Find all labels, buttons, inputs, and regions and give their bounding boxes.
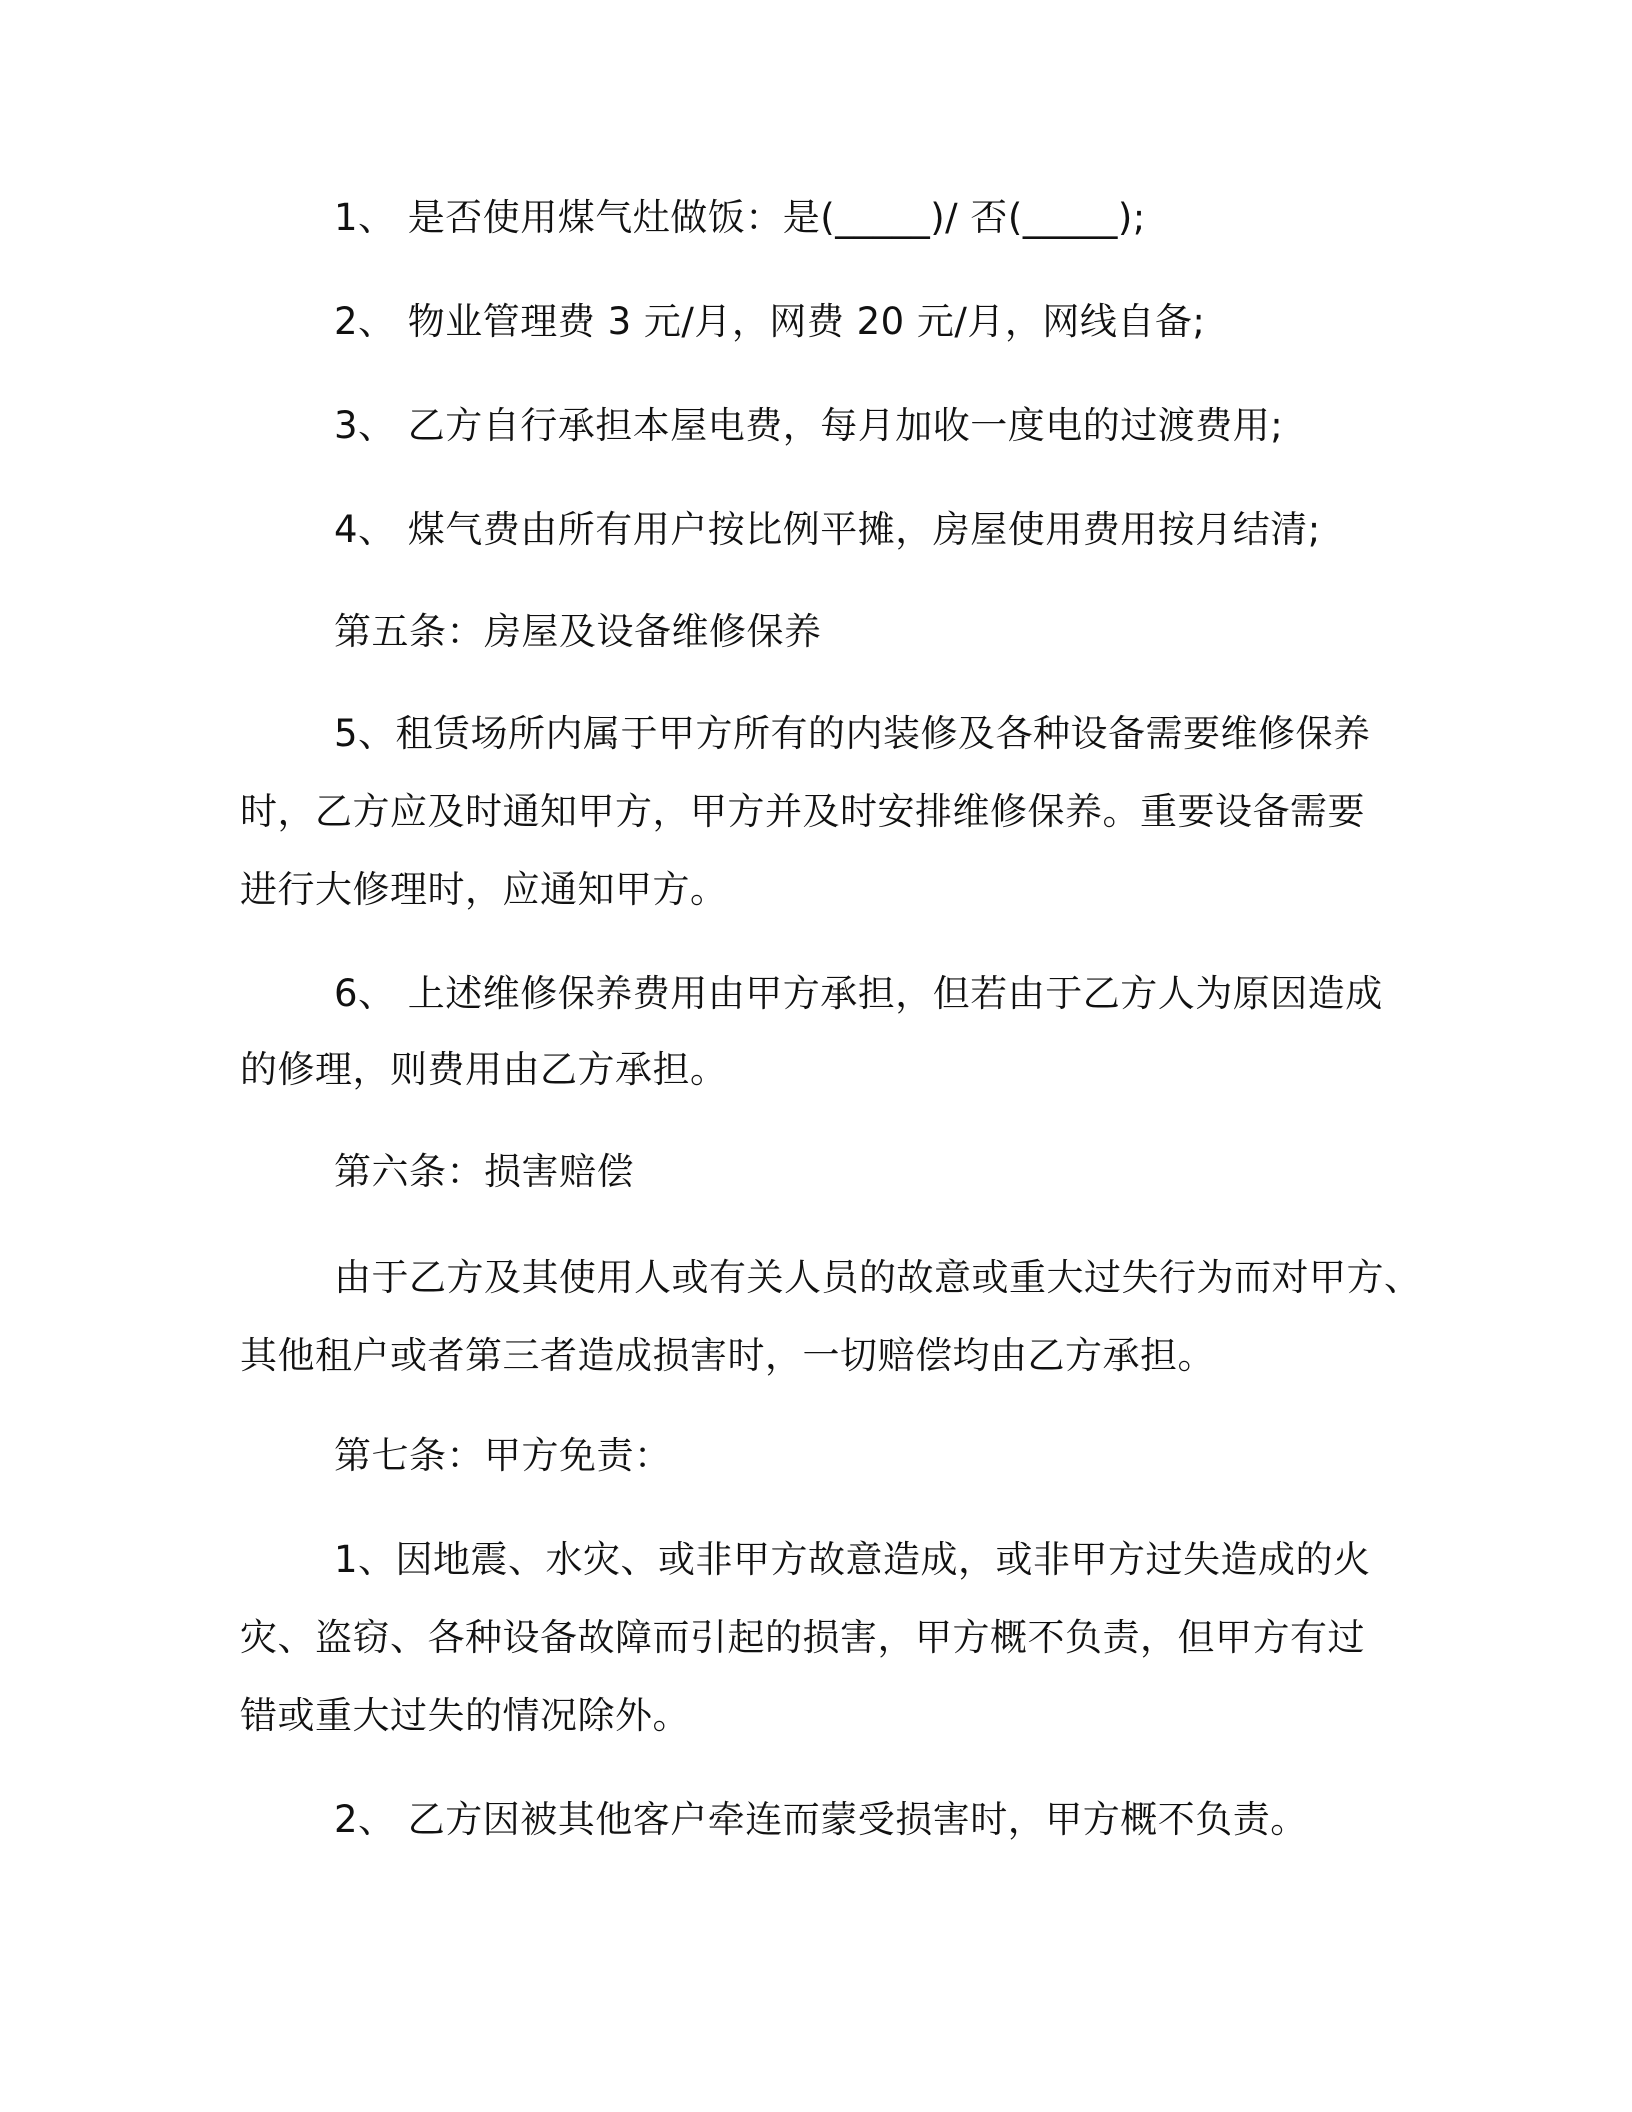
article-5-para-1-line-2: 时，乙方应及时通知甲方，甲方并及时安排维修保养。重要设备需要 bbox=[240, 790, 1365, 833]
clause-property-fee: 2、 物业管理费 3 元/月，网费 20 元/月，网线自备; bbox=[334, 300, 1206, 343]
article-7-para-1-line-1: 1、因地震、水灾、或非甲方故意造成，或非甲方过失造成的火 bbox=[334, 1538, 1371, 1581]
article-5-heading: 第五条：房屋及设备维修保养 bbox=[334, 610, 822, 653]
article-7-para-1-line-2: 灾、盗窃、各种设备故障而引起的损害，甲方概不负责，但甲方有过 bbox=[240, 1616, 1365, 1659]
article-5-para-1-line-1: 5、租赁场所内属于甲方所有的内装修及各种设备需要维修保养 bbox=[334, 712, 1371, 755]
article-7-para-1-line-3: 错或重大过失的情况除外。 bbox=[240, 1694, 690, 1737]
clause-gas-fee: 4、 煤气费由所有用户按比例平摊，房屋使用费用按月结清; bbox=[334, 508, 1321, 551]
article-7-para-2: 2、 乙方因被其他客户牵连而蒙受损害时，甲方概不负责。 bbox=[334, 1798, 1308, 1841]
article-7-heading: 第七条：甲方免责： bbox=[334, 1434, 672, 1477]
clause-gas-stove: 1、 是否使用煤气灶做饭：是(_____)/ 否(_____); bbox=[334, 196, 1146, 239]
article-5-para-2-line-1: 6、 上述维修保养费用由甲方承担，但若由于乙方人为原因造成 bbox=[334, 972, 1383, 1015]
article-6-para-line-2: 其他租户或者第三者造成损害时，一切赔偿均由乙方承担。 bbox=[240, 1334, 1215, 1377]
clause-electricity: 3、 乙方自行承担本屋电费，每月加收一度电的过渡费用; bbox=[334, 404, 1284, 447]
article-6-para-line-1: 由于乙方及其使用人或有关人员的故意或重大过失行为而对甲方、 bbox=[334, 1256, 1422, 1299]
article-5-para-1-line-3: 进行大修理时，应通知甲方。 bbox=[240, 868, 728, 911]
article-5-para-2-line-2: 的修理，则费用由乙方承担。 bbox=[240, 1048, 728, 1091]
article-6-heading: 第六条：损害赔偿 bbox=[334, 1150, 634, 1193]
